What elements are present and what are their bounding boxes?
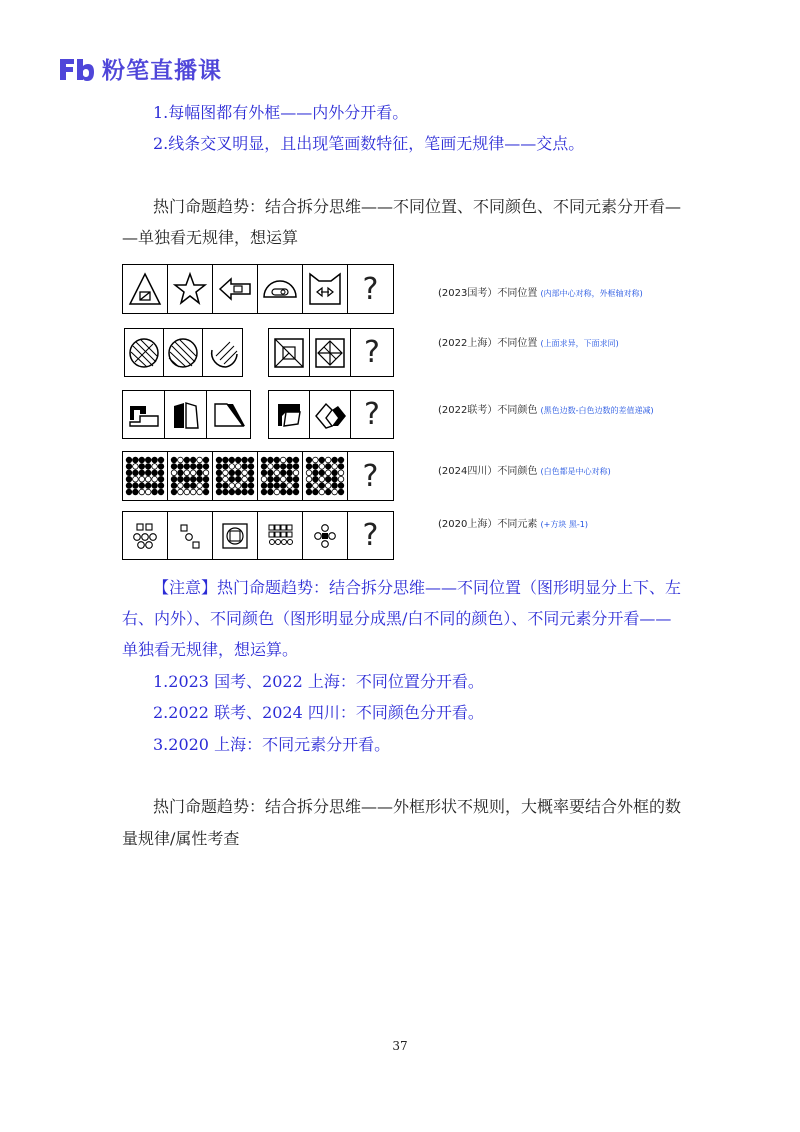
grid-dot — [319, 464, 325, 470]
grid-dot — [152, 476, 158, 482]
point-2: 2.线条交叉明显，且出现笔画数特征，笔画无规律——交点。 — [153, 134, 585, 153]
logo-text: 粉笔直播课 — [102, 58, 222, 84]
grid-dot — [261, 457, 267, 463]
grid-dot — [248, 476, 254, 482]
grid-dot — [145, 476, 151, 482]
grid-dot — [171, 457, 177, 463]
grid-dot — [287, 464, 293, 470]
grid-dot — [287, 489, 293, 495]
grid-dot — [223, 464, 229, 470]
grid-dot — [319, 489, 325, 495]
grid-dot — [293, 457, 299, 463]
grid-dot — [216, 489, 222, 495]
grid-dot — [319, 476, 325, 482]
grid-dot — [216, 476, 222, 482]
figure-cell — [125, 329, 164, 376]
grid-dot — [190, 470, 196, 476]
figure-cell — [164, 329, 203, 376]
grid-dot — [190, 476, 196, 482]
grid-dot — [139, 457, 145, 463]
grid-dot — [268, 457, 274, 463]
grid-dot — [306, 483, 312, 489]
question-cell — [348, 512, 393, 559]
grid-dot — [268, 483, 274, 489]
figure-cell — [310, 329, 351, 376]
figure-cell — [123, 452, 168, 500]
grid-dot — [287, 476, 293, 482]
grid-dot — [152, 470, 158, 476]
grid-dot — [325, 476, 331, 482]
grid-dot — [223, 457, 229, 463]
grid-dot — [178, 457, 184, 463]
grid-dot — [313, 470, 319, 476]
annotation-2022-liankao: (2022联考）不同颜色 (黑色边数-白色边数的差值递减) — [438, 405, 654, 416]
note-item-3: 3.2020 上海：不同元素分开看。 — [153, 735, 391, 754]
figure-row-2022-shanghai-left — [124, 328, 243, 377]
dot-grid — [170, 456, 210, 496]
brand-logo — [58, 52, 222, 85]
grid-dot — [145, 489, 151, 495]
grid-dot — [126, 483, 132, 489]
grid-dot — [203, 464, 209, 470]
grid-dot — [242, 489, 248, 495]
grid-dot — [139, 464, 145, 470]
question-mark: ? — [362, 458, 379, 494]
grid-dot — [184, 483, 190, 489]
grid-dot — [178, 470, 184, 476]
grid-dot — [338, 464, 344, 470]
grid-dot — [216, 483, 222, 489]
grid-dot — [152, 464, 158, 470]
grid-dot — [248, 457, 254, 463]
grid-dot — [268, 489, 274, 495]
grid-dot — [184, 489, 190, 495]
grid-dot — [158, 457, 164, 463]
grid-dot — [178, 464, 184, 470]
grid-dot — [313, 489, 319, 495]
grid-dot — [171, 476, 177, 482]
grid-dot — [133, 483, 139, 489]
grid-dot — [293, 470, 299, 476]
grid-dot — [197, 476, 203, 482]
grid-dot — [197, 489, 203, 495]
grid-dot — [325, 464, 331, 470]
trend-paragraph-line1: 热门命题趋势：结合拆分思维——不同位置、不同颜色、不同元素分开看— — [153, 197, 682, 216]
grid-dot — [261, 489, 267, 495]
grid-dot — [319, 470, 325, 476]
grid-dot — [190, 489, 196, 495]
annotation-2023-guokao: (2023国考）不同位置 (内部中心对称，外框轴对称) — [438, 288, 643, 299]
grid-dot — [152, 457, 158, 463]
grid-dot — [293, 483, 299, 489]
grid-dot — [319, 483, 325, 489]
figure-cell — [123, 265, 168, 313]
grid-dot — [325, 457, 331, 463]
grid-dot — [126, 464, 132, 470]
grid-dot — [190, 464, 196, 470]
grid-dot — [145, 470, 151, 476]
grid-dot — [332, 464, 338, 470]
grid-dot — [133, 476, 139, 482]
note-line3: 单独看无规律，想运算。 — [122, 640, 299, 659]
grid-dot — [235, 483, 241, 489]
grid-dot — [139, 483, 145, 489]
dot-grid — [305, 456, 345, 496]
grid-dot — [229, 457, 235, 463]
grid-dot — [197, 470, 203, 476]
grid-dot — [203, 457, 209, 463]
grid-dot — [306, 464, 312, 470]
grid-dot — [235, 476, 241, 482]
grid-dot — [332, 470, 338, 476]
grid-dot — [261, 464, 267, 470]
question-mark: ? — [364, 397, 380, 432]
figure-cell — [213, 452, 258, 500]
grid-dot — [293, 464, 299, 470]
grid-dot — [229, 489, 235, 495]
grid-dot — [126, 457, 132, 463]
grid-dot — [242, 464, 248, 470]
figure-cell — [123, 391, 165, 438]
grid-dot — [184, 470, 190, 476]
grid-dot — [197, 464, 203, 470]
question-mark: ? — [362, 518, 379, 553]
figure-cell — [303, 265, 348, 313]
figure-cell — [213, 512, 258, 559]
figure-cell — [269, 329, 310, 376]
figure-cell — [168, 265, 213, 313]
grid-dot — [145, 464, 151, 470]
question-cell — [348, 452, 393, 500]
figure-cell — [168, 512, 213, 559]
grid-dot — [197, 457, 203, 463]
grid-dot — [190, 483, 196, 489]
grid-dot — [133, 464, 139, 470]
grid-dot — [145, 483, 151, 489]
grid-dot — [229, 470, 235, 476]
grid-dot — [274, 489, 280, 495]
grid-dot — [223, 476, 229, 482]
grid-dot — [203, 470, 209, 476]
question-cell — [348, 265, 393, 313]
grid-dot — [313, 483, 319, 489]
grid-dot — [190, 457, 196, 463]
grid-dot — [242, 470, 248, 476]
grid-dot — [178, 476, 184, 482]
grid-dot — [268, 476, 274, 482]
grid-dot — [287, 457, 293, 463]
grid-dot — [139, 476, 145, 482]
note-item-2: 2.2022 联考、2024 四川：不同颜色分开看。 — [153, 703, 484, 722]
figure-cell — [165, 391, 207, 438]
figure-cell — [258, 452, 303, 500]
figure-cell — [258, 265, 303, 313]
grid-dot — [184, 464, 190, 470]
grid-dot — [319, 457, 325, 463]
note-line2: 右、内外）、不同颜色（图形明显分成黑/白不同的颜色）、不同元素分开看—— — [122, 609, 672, 628]
figure-row-2022-liankao-left — [122, 390, 251, 439]
grid-dot — [280, 476, 286, 482]
grid-dot — [216, 457, 222, 463]
annotation-2024-sichuan: (2024四川）不同颜色 (白色都是中心对称) — [438, 466, 611, 477]
grid-dot — [229, 483, 235, 489]
grid-dot — [171, 483, 177, 489]
grid-dot — [261, 470, 267, 476]
grid-dot — [126, 489, 132, 495]
grid-dot — [145, 457, 151, 463]
grid-dot — [306, 489, 312, 495]
grid-dot — [338, 470, 344, 476]
grid-dot — [133, 489, 139, 495]
dot-grid — [215, 456, 255, 496]
grid-dot — [325, 470, 331, 476]
grid-dot — [242, 483, 248, 489]
grid-dot — [261, 476, 267, 482]
figure-row-2024-sichuan — [122, 451, 394, 501]
figure-cell — [213, 265, 258, 313]
grid-dot — [293, 489, 299, 495]
grid-dot — [242, 457, 248, 463]
figure-cell — [269, 391, 310, 438]
figure-cell — [168, 452, 213, 500]
trend2-paragraph-line2: 量规律/属性考查 — [122, 829, 240, 848]
grid-dot — [133, 470, 139, 476]
grid-dot — [306, 457, 312, 463]
page-number: 37 — [392, 1039, 408, 1053]
grid-dot — [133, 457, 139, 463]
question-cell — [351, 391, 393, 438]
grid-dot — [158, 476, 164, 482]
grid-dot — [203, 489, 209, 495]
grid-dot — [268, 470, 274, 476]
grid-dot — [306, 476, 312, 482]
dot-grid — [260, 456, 300, 496]
grid-dot — [280, 483, 286, 489]
figure-row-2023-guokao — [122, 264, 394, 314]
grid-dot — [274, 470, 280, 476]
grid-dot — [332, 483, 338, 489]
grid-dot — [313, 464, 319, 470]
grid-dot — [248, 483, 254, 489]
grid-dot — [139, 470, 145, 476]
question-cell — [351, 329, 393, 376]
annotation-2022-shanghai: (2022上海）不同位置 (上面求异，下面求同) — [438, 338, 619, 349]
grid-dot — [325, 489, 331, 495]
grid-dot — [139, 489, 145, 495]
grid-dot — [184, 476, 190, 482]
trend-paragraph-line2: —单独看无规律，想运算 — [122, 228, 299, 247]
grid-dot — [248, 489, 254, 495]
grid-dot — [280, 464, 286, 470]
grid-dot — [184, 457, 190, 463]
grid-dot — [216, 470, 222, 476]
figure-cell — [207, 391, 250, 438]
grid-dot — [229, 476, 235, 482]
grid-dot — [325, 483, 331, 489]
figure-row-2022-shanghai-right — [268, 328, 394, 377]
note-line1: 【注意】热门命题趋势：结合拆分思维——不同位置（图形明显分上下、左 — [153, 578, 682, 597]
grid-dot — [332, 457, 338, 463]
grid-dot — [223, 489, 229, 495]
grid-dot — [242, 476, 248, 482]
note-item-1: 1.2023 国考、2022 上海：不同位置分开看。 — [153, 672, 484, 691]
figure-row-2020-shanghai — [122, 511, 394, 560]
grid-dot — [313, 476, 319, 482]
grid-dot — [306, 470, 312, 476]
grid-dot — [280, 489, 286, 495]
question-mark: ? — [364, 335, 380, 370]
figure-cell — [303, 512, 348, 559]
figure-row-2022-liankao-right — [268, 390, 394, 439]
trend2-paragraph-line1: 热门命题趋势：结合拆分思维——外框形状不规则，大概率要结合外框的数 — [153, 797, 682, 816]
grid-dot — [152, 483, 158, 489]
grid-dot — [171, 489, 177, 495]
grid-dot — [293, 476, 299, 482]
grid-dot — [178, 489, 184, 495]
grid-dot — [287, 483, 293, 489]
grid-dot — [223, 470, 229, 476]
grid-dot — [248, 464, 254, 470]
grid-dot — [158, 483, 164, 489]
fb-logo-icon — [58, 56, 94, 82]
figure-cell — [303, 452, 348, 500]
grid-dot — [235, 489, 241, 495]
grid-dot — [338, 476, 344, 482]
grid-dot — [313, 457, 319, 463]
grid-dot — [280, 457, 286, 463]
grid-dot — [158, 470, 164, 476]
grid-dot — [338, 483, 344, 489]
grid-dot — [338, 457, 344, 463]
figure-cell — [258, 512, 303, 559]
question-mark: ? — [362, 271, 379, 307]
grid-dot — [248, 470, 254, 476]
grid-dot — [158, 489, 164, 495]
grid-dot — [274, 483, 280, 489]
grid-dot — [203, 476, 209, 482]
grid-dot — [235, 457, 241, 463]
grid-dot — [203, 483, 209, 489]
grid-dot — [274, 457, 280, 463]
grid-dot — [274, 464, 280, 470]
grid-dot — [171, 464, 177, 470]
grid-dot — [287, 470, 293, 476]
grid-dot — [223, 483, 229, 489]
grid-dot — [126, 470, 132, 476]
grid-dot — [158, 464, 164, 470]
figure-cell — [310, 391, 351, 438]
grid-dot — [332, 476, 338, 482]
grid-dot — [235, 470, 241, 476]
grid-dot — [338, 489, 344, 495]
grid-dot — [261, 483, 267, 489]
grid-dot — [178, 483, 184, 489]
grid-dot — [280, 470, 286, 476]
grid-dot — [152, 489, 158, 495]
point-1: 1.每幅图都有外框——内外分开看。 — [153, 103, 409, 122]
figure-cell — [123, 512, 168, 559]
grid-dot — [235, 464, 241, 470]
grid-dot — [197, 483, 203, 489]
grid-dot — [268, 464, 274, 470]
grid-dot — [332, 489, 338, 495]
grid-dot — [126, 476, 132, 482]
grid-dot — [229, 464, 235, 470]
grid-dot — [216, 464, 222, 470]
dot-grid — [125, 456, 165, 496]
annotation-2020-shanghai: (2020上海）不同元素 (+方块 黑-1) — [438, 519, 589, 530]
grid-dot — [171, 470, 177, 476]
figure-cell — [203, 329, 242, 376]
grid-dot — [274, 476, 280, 482]
